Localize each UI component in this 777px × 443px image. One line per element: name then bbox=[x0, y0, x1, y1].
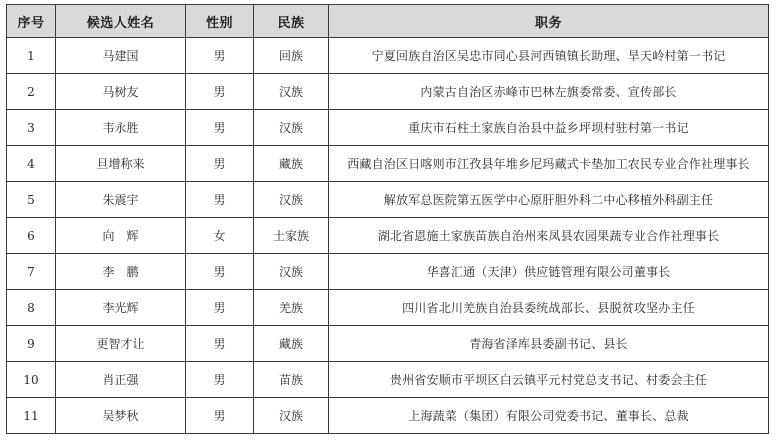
cell-no: 10 bbox=[7, 362, 56, 398]
cell-gender: 男 bbox=[186, 110, 254, 146]
cell-duty: 上海蔬菜（集团）有限公司党委书记、董事长、总裁 bbox=[329, 398, 769, 434]
cell-name: 马树友 bbox=[56, 74, 186, 110]
table-row bbox=[7, 38, 769, 74]
table-row bbox=[7, 326, 769, 362]
cell-duty: 湖北省恩施土家族苗族自治州来凤县农园果蔬专业合作社理事长 bbox=[329, 218, 769, 254]
cell-ethnicity: 汉族 bbox=[254, 182, 329, 218]
cell-duty: 西藏自治区日喀则市江孜县年堆乡尼玛藏式卡垫加工农民专业合作社理事长 bbox=[329, 146, 769, 182]
cell-ethnicity: 苗族 bbox=[254, 362, 329, 398]
cell-no: 4 bbox=[7, 146, 56, 182]
cell-duty: 宁夏回族自治区吴忠市同心县河西镇镇长助理、旱天岭村第一书记 bbox=[329, 38, 769, 74]
cell-name: 旦增称来 bbox=[56, 146, 186, 182]
cell-gender: 女 bbox=[186, 218, 254, 254]
cell-ethnicity: 汉族 bbox=[254, 110, 329, 146]
cell-no: 11 bbox=[7, 398, 56, 434]
cell-no: 9 bbox=[7, 326, 56, 362]
cell-no: 2 bbox=[7, 74, 56, 110]
cell-name: 朱震宇 bbox=[56, 182, 186, 218]
cell-duty: 四川省北川羌族自治县委统战部长、县脱贫攻坚办主任 bbox=[329, 290, 769, 326]
cell-duty: 青海省泽库县委副书记、县长 bbox=[329, 326, 769, 362]
cell-name: 李 鹏 bbox=[56, 254, 186, 290]
candidate-table bbox=[6, 4, 769, 434]
table-row bbox=[7, 182, 769, 218]
cell-ethnicity: 回族 bbox=[254, 38, 329, 74]
cell-gender: 男 bbox=[186, 290, 254, 326]
cell-gender: 男 bbox=[186, 182, 254, 218]
table-row bbox=[7, 362, 769, 398]
cell-ethnicity: 藏族 bbox=[254, 326, 329, 362]
cell-gender: 男 bbox=[186, 254, 254, 290]
cell-gender: 男 bbox=[186, 326, 254, 362]
cell-gender: 男 bbox=[186, 146, 254, 182]
cell-ethnicity: 汉族 bbox=[254, 398, 329, 434]
cell-duty: 华喜汇通（天津）供应链管理有限公司董事长 bbox=[329, 254, 769, 290]
cell-gender: 男 bbox=[186, 74, 254, 110]
cell-no: 3 bbox=[7, 110, 56, 146]
cell-duty: 贵州省安顺市平坝区白云镇平元村党总支书记、村委会主任 bbox=[329, 362, 769, 398]
cell-ethnicity: 汉族 bbox=[254, 74, 329, 110]
table-row bbox=[7, 110, 769, 146]
cell-gender: 男 bbox=[186, 362, 254, 398]
header-gender: 性别 bbox=[186, 5, 254, 38]
table-row bbox=[7, 74, 769, 110]
cell-duty: 重庆市石柱土家族自治县中益乡坪坝村驻村第一书记 bbox=[329, 110, 769, 146]
cell-ethnicity: 土家族 bbox=[254, 218, 329, 254]
cell-gender: 男 bbox=[186, 398, 254, 434]
table-row bbox=[7, 218, 769, 254]
cell-no: 7 bbox=[7, 254, 56, 290]
table-row bbox=[7, 254, 769, 290]
table-header bbox=[7, 5, 769, 38]
header-ethnicity: 民族 bbox=[254, 5, 329, 38]
table-body bbox=[7, 38, 769, 434]
cell-no: 1 bbox=[7, 38, 56, 74]
header-duty: 职务 bbox=[329, 5, 769, 38]
cell-ethnicity: 藏族 bbox=[254, 146, 329, 182]
cell-no: 8 bbox=[7, 290, 56, 326]
cell-name: 吴梦秋 bbox=[56, 398, 186, 434]
header-name: 候选人姓名 bbox=[56, 5, 186, 38]
header-no: 序号 bbox=[7, 5, 56, 38]
cell-name: 更智才让 bbox=[56, 326, 186, 362]
cell-ethnicity: 汉族 bbox=[254, 254, 329, 290]
cell-name: 李光辉 bbox=[56, 290, 186, 326]
cell-name: 肖正强 bbox=[56, 362, 186, 398]
table-row bbox=[7, 398, 769, 434]
cell-name: 向 辉 bbox=[56, 218, 186, 254]
cell-name: 马建国 bbox=[56, 38, 186, 74]
table-row bbox=[7, 290, 769, 326]
table-row bbox=[7, 146, 769, 182]
cell-name: 韦永胜 bbox=[56, 110, 186, 146]
cell-duty: 解放军总医院第五医学中心原肝胆外科二中心移植外科副主任 bbox=[329, 182, 769, 218]
cell-ethnicity: 羌族 bbox=[254, 290, 329, 326]
header-row bbox=[7, 5, 769, 38]
cell-gender: 男 bbox=[186, 38, 254, 74]
cell-no: 6 bbox=[7, 218, 56, 254]
cell-duty: 内蒙古自治区赤峰市巴林左旗委常委、宣传部长 bbox=[329, 74, 769, 110]
cell-no: 5 bbox=[7, 182, 56, 218]
